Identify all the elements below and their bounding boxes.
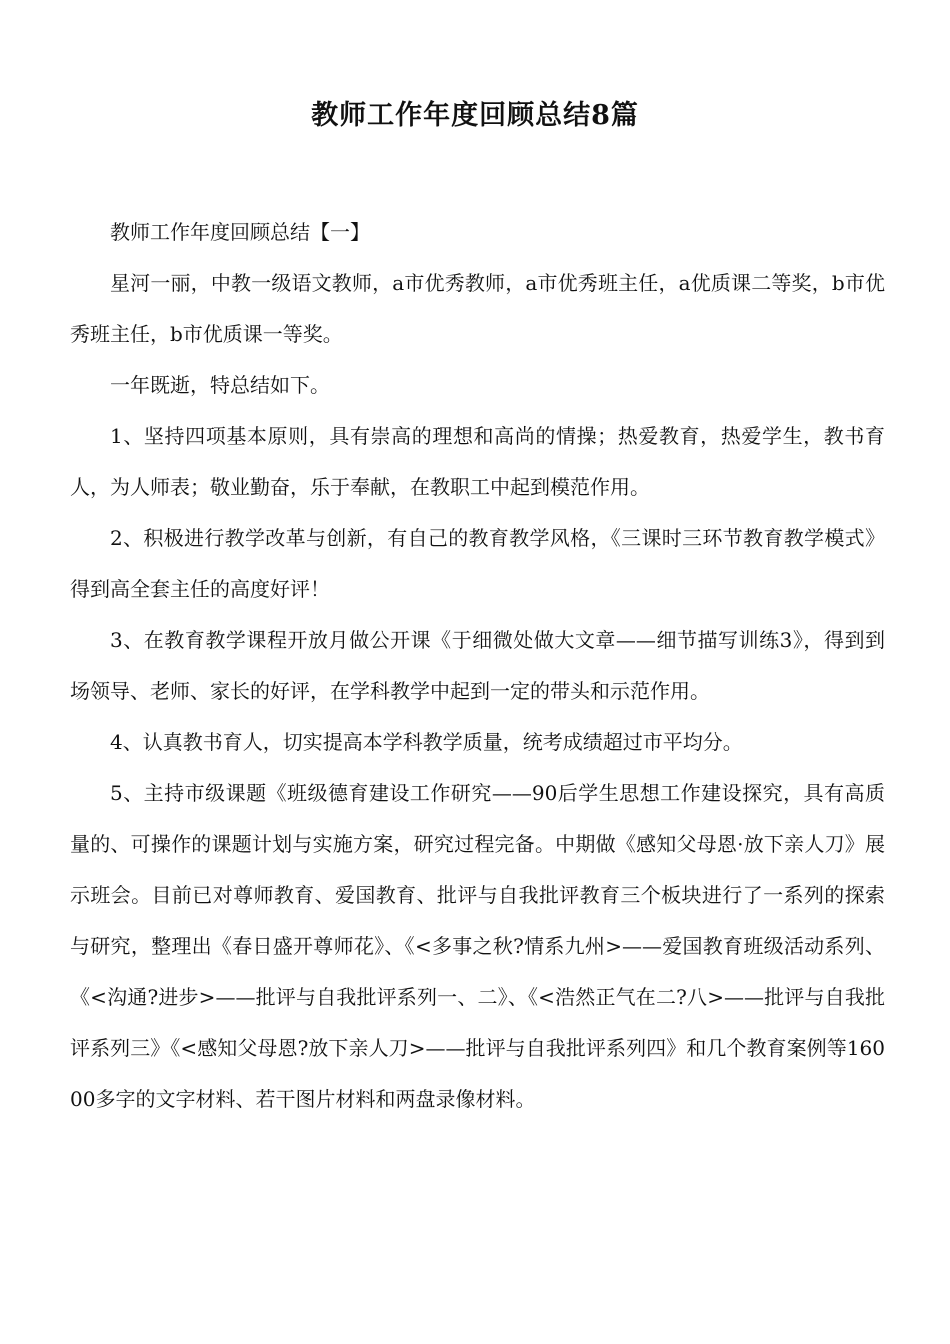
paragraph: 一年既逝，特总结如下。 (110, 373, 330, 397)
paragraph: 5、主持市级课题《班级德育建设工作研究——90后学生思想工作建设探究，具有高质量的、可操作的课题计划与实施方案，研究过程完备。中期做《感知父母恩·放下亲人刀》展示班会。目前已对尊师教育、爱国教育、批评与自我批评教育三个板块进行了一系列的探索与研究，整理出《春日盛开尊师花》、《<多事之秋?情系九州>——爱国教育班级活动系列、《<沟通?进步>——批评与自我批评系列一、二》、《<浩然正气在二?八>——批评与自我批评系列三》《<感知父母恩?放下亲人刀>——批评与自我批评系列四》和几个教育案例等16000多字的文字材料、若干图片材料和两盘录像材料。 (70, 781, 885, 1111)
paragraph: 2、积极进行教学改革与创新，有自己的教育教学风格，《三课时三环节教育教学模式》得到高全套主任的高度好评！ (70, 526, 885, 601)
paragraph: 1、坚持四项基本原则，具有崇高的理想和高尚的情操；热爱教育，热爱学生，教书育人，为人师表；敬业勤奋，乐于奉献，在教职工中起到模范作用。 (70, 424, 885, 499)
document-body (70, 207, 885, 1125)
document-title: 教师工作年度回顾总结8篇 (311, 100, 639, 131)
section-heading: 教师工作年度回顾总结【一】 (110, 220, 370, 244)
paragraph: 3、在教育教学课程开放月做公开课《于细微处做大文章——细节描写训练3》，得到到场领导、老师、家长的好评，在学科教学中起到一定的带头和示范作用。 (70, 628, 885, 703)
paragraph: 星河一丽，中教一级语文教师，a市优秀教师，a市优秀班主任，a优质课二等奖，b市优秀班主任，b市优质课一等奖。 (70, 271, 885, 346)
paragraph: 4、认真教书育人，切实提高本学科教学质量，统考成绩超过市平均分。 (110, 730, 743, 754)
